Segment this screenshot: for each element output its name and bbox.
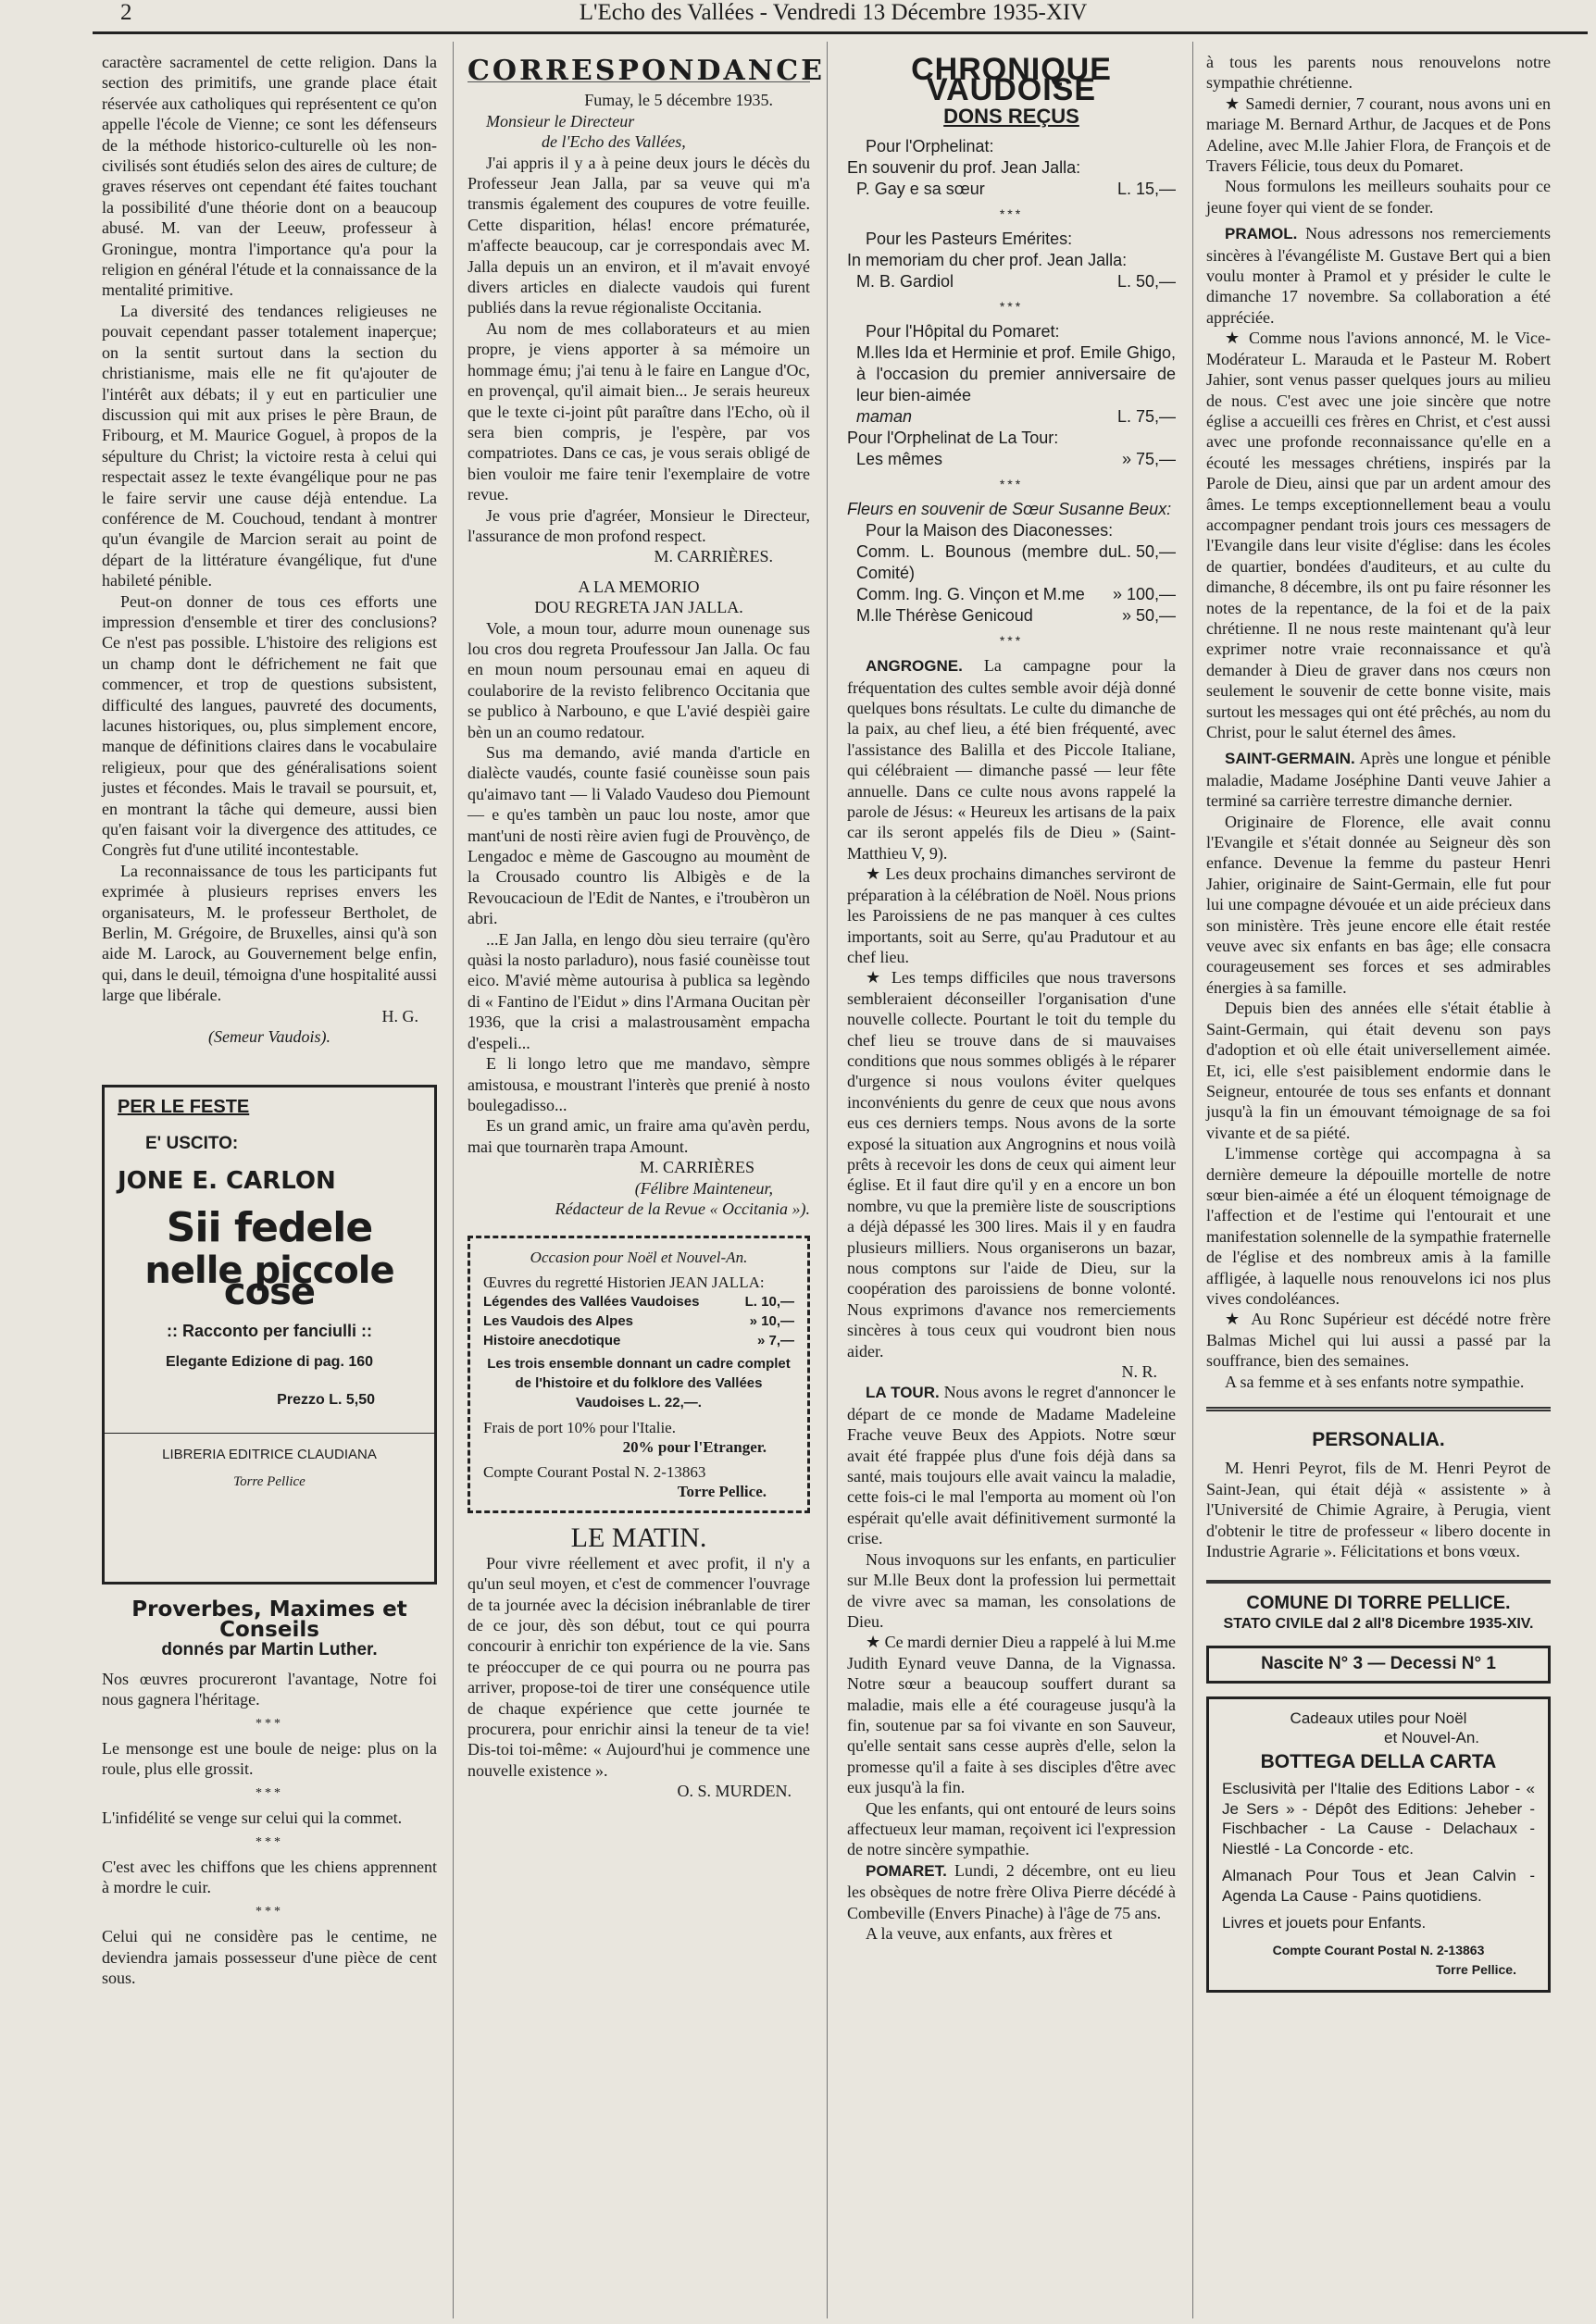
ad-edition: Elegante Edizione di pag. 160 [165, 1354, 374, 1371]
proverb: L'infidélité se venge sur celui qui la commet. [102, 1808, 403, 1828]
paragraph: E li longo letro que me mandavo, sèmpre amistousa, e moustrant l'interès que prenié à nosto boulegadisso... [468, 1054, 810, 1114]
place-heading: PRAMOL. [1225, 225, 1298, 243]
proverb: Le mensonge est une boule de neige: plus on la roule, plus elle grossit. [102, 1738, 437, 1779]
book-ad [102, 1085, 437, 1585]
paragraph: Depuis bien des années elle s'était établie à Saint-Germain, qui était devenu son pays d'adoption et où elle était universellement aimée. Et, ici, elle s'est paisiblement endormie dans le Seigneur, entourée de tous ses enfants et donnant jusqu'à la fin un émouvant témoignage de sa foi vivante et de sa piété. [1206, 999, 1551, 1142]
jalla-books-ad [468, 1236, 810, 1513]
donation: M. B. Gardiol L. 50,— [856, 272, 1176, 292]
paragraph: A sa femme et à ses enfants notre sympathie. [1225, 1372, 1525, 1391]
column-1: caractère sacramentel de cette religion. Dans la section des primitifs, une grande place était réservée aux catholiques qui représentent ce qu'on appelle l'école de Vienne; ce sont les défenseurs de la méthode historico-culturelle où les non-civilisés sont étudiés selon des aires de culture; de graves réserves ont cependant été faites touchant la possibilité d'une théorie dont on a beaucoup abusé. M. van der Leeuw, professeur à Groningue, montra l'importance qu'a pour la religion en général l'étude et la connaissance de la mentalité primitive. La diversité des tendances religieuses ne pouvait cependant passer totalement inaperçue; on la sentit surtout dans la section du christianisme, mais elle ne fit qu'ajouter de l'intérêt aux débats; il y eut en particulier une discussion qui mit aux prises le père Braun, de Fribourg, et M. Maurice Goguel, à propos de la sépulture du Christ; la victoire resta à celui qui respectait assez le texte évangélique pour ne pas le faire servir une cause déjà entendue. La conférence de M. Couchoud, tendant à montrer qu'un évangile de Marcion serait au point de départ de la littérature évangélique, fut d'une habileté pénible. Peut-on donner de tous ces efforts une impression d'ensemble et tirer des conclusions? Ce n'est pas possible. L'histoire des religions est un champ dont le défrichement ne fait que commencer, et trop de questions subsistent, difficulté des langues, pauvreté des documents, lacunes historiques, ou, plus simplement encore, manque de définitions claires dans le vocabulaire religieux, pour que des généralisations soient justes et fécondes. Mais le travail se poursuit, et, en montrant la tâche qui demeure, aussi bien qu'en faisant voir la divergence des attitudes, ce Congrès fut d'une utilité incontestable. La reconnaissance de tous les participants fut exprimée à plusieurs reprises envers les organisateurs, M. le professeur Bertholet, de Berlin, M. Grégoire, de Bruxelles, ainsi qu'à son aide M. Larock, au Gouvernement belge enfin, qui, dans le deuil, témoigna d'une hospitalité aussi large que libérale. H. G. (Semeur Vaudois). PER LE FESTE E' USCITO: JONE E. CARLON Sii fedele nelle piccole cose :: Racconto per fanciulli :: Elegante Edizione di pag. 160 Prezzo L. 5,50 LIBRERIA EDITRICE CLAUDIANA Torre Pellice Proverbes, Maximes et Conseils donnés par Martin Luther. Nos œuvres procureront l'avantage, Notre foi nous gagnera l'héritage. *** Le mensonge est une boule de neige: plus on la roule, plus elle grossit. *** L'infidélité se venge sur celui qui la commet. *** C'est avec les chiffons que les chiens apprennent à mordre le cuir. *** Celui qui ne considère pas le centime, ne deviendra jamais possesseur d'une pièce de cent sous. [102, 53, 437, 1987]
paragraph: Es un grand amic, un fraire ama qu'avèn perdu, mai que tournarèn trapa Amount. [468, 1116, 810, 1156]
proverb: C'est avec les chiffons que les chiens apprennent à mordre le cuir. [102, 1857, 437, 1897]
paragraph: ...E Jan Jalla, en lengo dòu sieu terraire (qu'èro quàsi la nosto parladuro), nous fasié counèisse tout eico. M'avié mème autourisa à publica sa legèndo di « Fantino de l'Eidut » dins l'Armana Oucitan pèr 1936, que la crisi a malastrousamènt empacha d'espeli... [468, 929, 810, 1052]
paragraph: à tous les parents nous renouvelons notre sympathie chrétienne. [1206, 53, 1551, 93]
ad-price: Prezzo L. 5,50 [277, 1391, 375, 1408]
ad-top: PER LE FESTE [118, 1096, 250, 1117]
ad-port2: 20% pour l'Etranger. [622, 1438, 767, 1457]
donation: P. Gay e sa sœur L. 15,— [856, 180, 1176, 199]
place-heading: ANGROGNE. [866, 657, 963, 676]
paragraph: Vole, a moun tour, adurre moun ounenage sus lou cros dou regreta Proufessour Jan Jalla. Oc fau en moun noum persounau emai en aqueu di coulaborire de la revisto felibrenco Occitania que se publico à Narbouno, e que L'avié despièi gaire bèn un an coumo redatour. [468, 618, 810, 741]
paragraph: caractère sacramentel de cette religion. Dans la section des primitifs, une grande place était réservée aux catholiques qui représentent ce qu'on appelle l'école de Vienne; ce sont les défenseurs de la méthode historico-culturelle où les non-civilisés sont étudiés selon des aires de culture; de graves réserves ont cependant été faites touchant la possibilité d'une théorie dont on a beaucoup abusé. M. van der Leeuw, professeur à Groningue, montra l'importance qu'a pour la religion en général l'étude et la connaissance de la mentalité primitive. [102, 53, 437, 300]
paragraph: La reconnaissance de tous les participants fut exprimée à plusieurs reprises envers les organisateurs, M. le professeur Bertholet, de Berlin, M. Grégoire, de Bruxelles, ainsi qu'à son aide M. Larock, au Gouvernement belge enfin, qui, dans le deuil, témoigna d'une hospitalité aussi large que libérale. [102, 861, 437, 1005]
ad-head: Occasion pour Noël et Nouvel-An. [530, 1249, 748, 1267]
proverb: Nos œuvres procureront l'avantage, Notre foi nous gagnera l'héritage. [102, 1669, 437, 1709]
section-subtitle: DONS REÇUS [943, 104, 1079, 128]
page-number: 2 [120, 0, 132, 25]
ad-publisher: LIBRERIA EDITRICE CLAUDIANA [162, 1447, 377, 1463]
place-heading: LA TOUR. [866, 1384, 940, 1402]
signature-role: Rédacteur de la Revue « Occitania »). [555, 1199, 810, 1218]
shop-name: BOTTEGA DELLA CARTA [1260, 1750, 1497, 1772]
paragraph: Peut-on donner de tous ces efforts une impression d'ensemble et tirer des conclusions? Ce n'est pas possible. L'histoire des religions est un champ dont le défrichement ne fait que commencer, et trop de questions subsistent, difficulté des langues, pauvreté des documents, lacunes historiques, ou, plus simplement encore, manque de définitions claires dans le vocabulaire religieux, pour que des généralisations soient justes et fécondes. Mais le travail se poursuit, et, en montrant la tâche qui demeure, aussi bien qu'en faisant voir la divergence des attitudes, ce Congrès fut d'une utilité incontestable. [102, 591, 437, 860]
column-3: CHRONIQUE VAUDOISE DONS REÇUS Pour l'Orphelinat: En souvenir du prof. Jean Jalla: P. Gay e sa sœur L. 15,— *** Pour les Pasteurs Emérites: In memoriam du cher prof. Jean Jalla: M. B. Gardiol L. 50,— *** Pour l'Hôpital du Pomaret: M.lles Ida et Herminie et prof. Emile Ghigo, à l'occasion du premier anniversaire de leur bien-aimée maman L. 75,— Pour l'Orphelinat de La Tour: Les mêmes » 75,— *** Fleurs en souvenir de Sœur Susanne Beux: Pour la Maison des Diaconesses: Comm. L. Bounous (membre du Comité) L. 50,— Comm. Ing. G. Vinçon et M.me » 100,— M.lle Thérèse Genicoud » 50,— *** ANGROGNE. La campagne pour la fréquentation des cultes semble avoir déjà donné quelques bons résultats. Le culte du dimanche de la paix, au chef lieu, a été bien fréquenté, avec l'assistance des Balilla et des Piccole Italiane, qui célébraient — dimanche passé — leur fête annuelle. Dans ce culte nous avons rappelé la parole de Jésus: « Heureux les artisans de la paix car ils seront appelés fils de Dieu » (Saint-Matthieu V, 9). ★ Les deux prochains dimanches serviront de préparation à la célébration de Noël. Nous prions les Paroissiens de ne pas manquer à ces cultes importants, soit au Serre, qu'au Pradutour et au chef lieu. ★ Les temps difficiles que nous traversons sembleraient déconseiller l'organisation d'une nouvelle collecte. Pourtant le toit du temple du chef lieu se trouve dans de si mauvaises conditions que nous sommes obligés à le réparer d'urgence si nous voulons éviter quelques inconvénients du genre de ceux que nous avons eus ces derniers temps. Nous avons de la sorte exposé la situation aux Angrognins et nous voilà prêts à recevoir les dons de ceux qui aiment leur église. Et il faut dire qu'il y en a encore un bon nombre, vu que la première liste de souscriptions a déjà dépassé les 300 lires. Mais il y en faudra plusieurs milliers. Nous organiserons un bazar, nous comptons sur l'aide de Dieu, sur la coopération des paroissiens de bonne volonté. Nous exprimons d'avance nos remerciements sincères à tous ceux qui voudront bien nous aider. N. R. LA TOUR. Nous avons le regret d'annoncer le départ de ce monde de Madame Madeleine Frache veuve Beux des Appiots. Notre sœur avait été frappée plus d'une fois déjà dans sa santé, mais toujours elle avait vaincu la maladie, cette fois-ci le mal l'emporta au moment où l'on espérait qu'elle avait définitivement surmonté la crise. Nous invoquons sur les enfants, en particulier sur M.lle Beux dont la profession lui permettait de vivre avec sa maman, les consolations de Dieu. ★ Ce mardi dernier Dieu a rappelé à lui M.me Judith Eynard veuve Danna, de la Vignassa. Notre sœur a beaucoup souffert durant sa maladie, mais elle a été courageuse jusqu'à la fin, soutenue par sa foi vivante en son Sauveur, qu'elle sentait sans cesse auprès d'elle, selon la promesse qu'il a faite à ses disciples d'être avec eux jusqu'à la fin. Que les enfants, qui ont entouré de leurs soins affectueux leur maman, reçoivent ici l'expression de notre sincère sympathie. POMARET. Lundi, 2 décembre, ont eu lieu les obsèques de notre frère Oliva Pierre décédé à Combeville (Envers Pinache) à l'âge de 75 ans. A la veuve, aux enfants, aux frères et [847, 52, 1177, 1943]
ad-city: Torre Pellice. [677, 1483, 767, 1501]
masthead-line: L'Echo des Vallées - Vendredi 13 Décembre 1935-XIV [579, 0, 1088, 25]
paragraph: M. Henri Peyrot, fils de M. Henri Peyrot de Saint-Jean, qui était déjà « assistente » à l'Université de Chimie Agraire, à Perugia, vient d'obtenir le titre de professeur « libero docente in Industrie Agrarie ». Félicitations et bons vœux. [1206, 1459, 1551, 1561]
bottega-ad: Cadeaux utiles pour Noël et Nouvel-An. BOTTEGA DELLA CARTA Esclusività per l'Italie des Editions Labor - « Je Sers » - Dépôt des Editions: Jeheber - Fischbacher - La Cause - Delachaux - Niestlé - La Concorde - etc. Almanach Pour Tous et Jean Calvin - Agenda La Cause - Pains quotidiens. Livres et jouets pour Enfants. Compte Courant Postal N. 2-13863 Torre Pellice. [1206, 1696, 1551, 1993]
letter-date: Fumay, le 5 décembre 1935. [584, 91, 773, 110]
proverb: Celui qui ne considère pas le centime, ne deviendra jamais possesseur d'une pièce de cent sous. [102, 1927, 437, 1987]
ad-subtitle: :: Racconto per fanciulli :: [166, 1321, 372, 1340]
comune-title: COMUNE DI TORRE PELLICE. [1246, 1593, 1511, 1614]
signature: N. R. [1121, 1362, 1157, 1382]
signature-role: (Félibre Mainteneur, [634, 1178, 773, 1198]
ad-item: Légendes des Vallées Vaudoises L. 10,— [483, 1294, 794, 1311]
paragraph: Sus ma demando, avié manda d'article en dialècte vaudés, counte fasié counèisse soun pais qu'aimavo tant — li Valado Vaudeso dou Piemount — e qu'es tambèn un pauc lou noste, amor que mant'uni de nosti rèire avien fugi de Prouvènço, de Lengadoc e mème de Gascougno au moumènt de la Crousado countro lis Albigès e de la Revoucacioun de l'Edit de Nantes, e i'troubèron un abri. [468, 743, 810, 928]
donation: Les mêmes » 75,— [856, 450, 1176, 469]
memo-title: A LA MEMORIO [578, 577, 700, 596]
ad-city: Torre Pellice [233, 1473, 305, 1489]
ad-title-2: nelle piccole cose [144, 1249, 394, 1313]
paragraph: Au nom de mes collaborateurs et au mien propre, je viens apporter à sa mémoire un hommage ému; j'ai tenu à le faire en Langue d'Oc, en provençal, qu'il aimait bien... Je serais heureux que le texte ci-joint pût paraître dans l'Echo, où il sera bien compris, je l'espère, par vos compatriotes. Dans ce cas, je vous serais obligé de bien vouloir me faire tenir l'exemplaire de votre revue. [468, 318, 810, 504]
paragraph: ★ Samedi dernier, 7 courant, nous avons uni en mariage M. Bernard Arthur, de Jacques et de Pons Adeline, avec M.lle Jahier Flora, de François et de Travers Félicie, tous deux du Pomaret. [1206, 93, 1551, 176]
column-divider [1192, 42, 1193, 2318]
paragraph: J'ai appris il y a à peine deux jours le décès du Professeur Jean Jalla, par sa veuve qui m'a transmis également des coupures de votre feuille. Cette disparition, hélas! encore prématurée, m'affecte beaucoup, car je correspondais avec M. Jalla depuis un an environ, et il m'avait envoyé divers articles en dialecte vaudois qui furent publiés dans la revue régionaliste Occitania. [468, 153, 810, 317]
paragraph: Que les enfants, qui ont entouré de leurs soins affectueux leur maman, reçoivent ici l'expression de notre sincère sympathie. [847, 1798, 1176, 1859]
paragraph: Nous invoquons sur les enfants, en particulier sur M.lle Beux dont la profession lui permettait de vivre avec sa maman, les consolations de Dieu. [847, 1549, 1176, 1631]
column-divider [827, 42, 828, 2318]
header-rule [93, 31, 1588, 34]
letter-to: de l'Echo des Vallées, [542, 132, 686, 152]
signature: H. G. [381, 1006, 418, 1025]
paragraph: A la veuve, aux enfants, aux frères et [866, 1924, 1113, 1943]
paragraph: Je vous prie d'agréer, Monsieur le Directeur, l'assurance de mon profond respect. [468, 505, 810, 545]
ad-item: Les Vaudois des Alpes » 10,— [483, 1313, 794, 1330]
ad-item: Histoire anecdotique » 7,— [483, 1333, 794, 1349]
paragraph: Originaire de Florence, elle avait connu l'Evangile et s'était donnée au Seigneur dès son enfance. Devenue la femme du pasteur Henri Jahier, originaire de Saint-Germain, elle fut pour lui une compagne dévouée et un aide précieux dans son ministère. Très jeune encore elle était restée veuve avec six enfants en bas âge; elle consacra courageusement ses forces et ses admirables énergies à sa famille. [1206, 812, 1551, 997]
paragraph: Nous formulons les meilleurs souhaits pour ce jeune foyer qui vient de se fonder. [1206, 177, 1551, 217]
letter-to: Monsieur le Directeur [486, 111, 635, 130]
paragraph: Pour vivre réellement et avec profit, il n'y a qu'un seul moyen, et c'est de commencer l'ouvrage de ta journée avec la décision inébranlable de tirer de ce jour, dès son début, tout ce qui pourra concourir à enrichir ton expérience de la vie. Sans te préoccuper de ce qui pourra ou ne pourra pas arriver, propose-toi de tirer une conséquence utile de chaque expérience que cette journée te procurera, pour enrichir ainsi la teneur de ta vie! Dis-toi toi-même: « Aujourd'hui je commence une nouvelle existence ». [468, 1553, 810, 1780]
donation: Comm. L. Bounous (membre du Comité) L. 50,— [856, 542, 1176, 583]
donations: Pour l'Orphelinat: En souvenir du prof. Jean Jalla: P. Gay e sa sœur L. 15,— *** Pour les Pasteurs Emérites: In memoriam du cher prof. Jean Jalla: M. B. Gardiol L. 50,— *** Pour l'Hôpital du Pomaret: M.lles Ida et Herminie et prof. Emile Ghigo, à l'occasion du premier anniversaire de leur bien-aimée maman L. 75,— Pour l'Orphelinat de La Tour: Les mêmes » 75,— *** Fleurs en souvenir de Sœur Susanne Beux: Pour la Maison des Diaconesses: Comm. L. Bounous (membre du Comité) L. 50,— Comm. Ing. G. Vinçon et M.me » 100,— M.lle Thérèse Genicoud » 50,— *** [847, 137, 1176, 649]
signature: O. S. MURDEN. [677, 1782, 792, 1801]
ad-author: JONE E. CARLON [118, 1167, 336, 1196]
ad-intro: Œuvres du regretté Historien JEAN JALLA: [483, 1274, 765, 1292]
stato-civile-box: Nascite N° 3 — Decessi N° 1 [1206, 1646, 1551, 1683]
ad-port: Frais de port 10% pour l'Italie. [483, 1419, 676, 1437]
column-4: à tous les parents nous renouvelons notre sympathie chrétienne. ★ Samedi dernier, 7 courant, nous avons uni en mariage M. Bernard Arthur, de Jacques et de Pons Adeline, avec M.lle Jahier Flora, de François et de Travers Félicie, tous deux du Pomaret. Nous formulons les meilleurs souhaits pour ce jeune foyer qui vient de se fonder. PRAMOL. Nous adressons nos remerciements sincères à l'évangéliste M. Gustave Bert qui a bien voulu monter à Pramol et y présider le culte le dimanche 17 novembre. Sa collaboration a été appréciée. ★ Comme nous l'avions annoncé, M. le Vice-Modérateur L. Marauda et le Pasteur M. Robert Jahier, sont venus passer quelques jours au milieu de nous. C'est avec une joie sincère que notre église a accueilli ces frères en Christ, et c'est aussi avec une profonde reconnaissance qu'elle en a écouté les messages chrétiens, inspirés par la Parole de Dieu, ainsi que par un ardent amour des âmes. Le temps exceptionnellement beau a voulu accompagner pendant trois jours ces messagers de l'Evangile dans leur visite d'église: dans les écoles de quartier, bondées d'auditeurs, et au culte du dimanche, 8 décembre, ils ont pu faire résonner les notes de la repentance, de la foi et de la paix chrétienne. Il ne nous reste maintenant qu'à leur exprimer notre vraie reconnaissance et qu'à demander à Dieu de graver dans nos cœurs non seulement le souvenir de cette bonne visite, mais surtout les messages qui ont été prêchés, au nom du Christ, pour le salut éternel des âmes. SAINT-GERMAIN. Après une longue et pénible maladie, Madame Joséphine Danti veuve Jahier a terminé sa carrière terrestre dimanche dernier. Originaire de Florence, elle avait connu l'Evangile et s'était donnée au Seigneur dès son enfance. Devenue la femme du pasteur Henri Jahier, originaire de Saint-Germain, elle fut pour lui une compagne dévouée et un aide précieux dans son ministère. Très jeune encore elle était restée veuve avec six enfants en bas âge; elle consacra courageusement ses forces et ses admirables énergies à sa famille. Depuis bien des années elle s'était établie à Saint-Germain, qui était devenu son pays d'adoption et où elle était universellement aimée. Et, ici, elle s'est paisiblement endormie dans le Seigneur, entourée de tous ses enfants et donnant jusqu'à la fin un émouvant témoignage de sa foi vivante et de sa piété. L'immense cortège qui accompagna à sa dernière demeure la dépouille mortelle de notre sœur bien-aimée a été un éloquent témoignage de l'affection et de l'estime qui l'entourait et une manifestation solennelle de la sympathie fraternelle de l'église et des nombreux amis à la famille affligée, à laquelle nous renouvelons ici nos plus vives condoléances. ★ Au Ronc Supérieur est décédé notre frère Balmas Michel qui lui aussi a passé par la souffrance, bien des semaines. A sa femme et à ses enfants notre sympathie. PERSONALIA. M. Henri Peyrot, fils de M. Henri Peyrot de Saint-Jean, qui était déjà « assistente » à l'Université de Chimie Agraire, à Perugia, vient d'obtenir le titre de professeur « libero docente in Industrie Agrarie ». Félicitations et bons vœux. COMUNE DI TORRE PELLICE. STATO CIVILE dal 2 all'8 Dicembre 1935-XIV. Nascite N° 3 — Decessi N° 1 Cadeaux utiles pour Noël et Nouvel-An. BOTTEGA DELLA CARTA Esclusività per l'Italie des Editions Labor - « Je Sers » - Dépôt des Editions: Jeheber - Fischbacher - La Cause - Delachaux - Niestlé - La Concorde - etc. Almanach Pour Tous et Jean Calvin - Agenda La Cause - Pains quotidiens. Livres et jouets pour Enfants. Compte Courant Postal N. 2-13863 Torre Pellice. [1206, 52, 1551, 2007]
section-title: PERSONALIA. [1312, 1429, 1445, 1450]
column-divider [453, 42, 454, 2318]
proverbs-title: Proverbes, Maximes et Conseils [131, 1597, 407, 1642]
proverbs-subtitle: donnés par Martin Luther. [161, 1640, 378, 1660]
ad-bundle: Les trois ensemble donnant un cadre complet de l'histoire et du folklore des Vallées Vaudoises L. 22,—. [487, 1356, 791, 1411]
paragraph: ★ Les deux prochains dimanches serviront de préparation à la célébration de Noël. Nous prions les Paroissiens de ne pas manquer à ces cultes importants, soit au Serre, qu'au Pradutour et au chef lieu. [847, 864, 1176, 966]
paragraph: ★ Les temps difficiles que nous traversons sembleraient déconseiller l'organisation d'une nouvelle collecte. Pourtant le toit du temple du chef lieu se trouve dans de si mauvaises conditions que nous sommes obligés à le réparer d'urgence si nous voulons éviter quelques inconvénients du genre de ceux que nous avons eus ces derniers temps. Nous avons de la sorte exposé la situation aux Angrognins et nous voilà prêts à recevoir les dons de ceux qui aiment leur église. Et il faut dire qu'il y en a encore un bon nombre, vu que la première liste de souscriptions a déjà dépassé les 300 lires. Mais il y en faudra plusieurs milliers. Nous organiserons un bazar, nous comptons sur l'aide de Dieu, sur la coopération des paroissiens de bonne volonté. Nous exprimons d'avance nos remerciements sincères à tous ceux qui voudront bien nous aider. [847, 968, 1176, 1361]
place-heading: SAINT-GERMAIN. [1225, 750, 1355, 768]
ad-title-1: Sii fedele [166, 1203, 373, 1251]
signature: M. CARRIÈRES. [654, 547, 773, 566]
donation: maman L. 75,— [856, 407, 1176, 427]
paragraph: ★ Au Ronc Supérieur est décédé notre frère Balmas Michel qui lui aussi a passé par la souffrance, bien des semaines. [1206, 1310, 1551, 1371]
donation: Comm. Ing. G. Vinçon et M.me » 100,— [856, 585, 1176, 604]
place-heading: POMARET. [866, 1861, 947, 1880]
donation: M.lle Thérèse Genicoud » 50,— [856, 606, 1176, 626]
paragraph: La diversité des tendances religieuses ne pouvait cependant passer totalement inaperçue; on la sentit surtout dans la section du christianisme, mais elle ne fit qu'ajouter de l'intérêt aux débats; il y eut en particulier une discussion qui mit aux prises le père Braun, de Fribourg, et M. Maurice Goguel, à propos de la sépulture du Christ; la victoire resta à celui qui respectait assez le texte évangélique pour ne pas le faire servir une cause déjà entendue. La conférence de M. Couchoud, tendant à montrer qu'un évangile de Marcion serait au point de départ de la littérature évangélique, fut d'une habileté pénible. [102, 301, 437, 590]
source: (Semeur Vaudois). [208, 1027, 330, 1047]
ad-uscito: E' USCITO: [145, 1133, 239, 1153]
section-title: LE MATIN. [570, 1522, 707, 1554]
signature: M. CARRIÈRES [639, 1158, 754, 1177]
page-header [93, 0, 1574, 28]
section-title: CHRONIQUE VAUDOISE [911, 52, 1112, 108]
column-2 [468, 52, 825, 1802]
ad-ccp: Compte Courant Postal N. 2-13863 [483, 1463, 706, 1482]
memo-title: DOU REGRETA JAN JALLA. [534, 598, 743, 617]
paragraph: ★ Ce mardi dernier Dieu a rappelé à lui M.me Judith Eynard veuve Danna, de la Vignassa. Notre sœur a beaucoup souffert durant sa maladie, mais elle a été courageuse jusqu'à la fin, soutenue par sa foi vivante en son Sauveur, qu'elle sentait sans cesse auprès d'elle, selon la promesse qu'il a faite à ses disciples d'être avec eux jusqu'à la fin. [847, 1633, 1177, 1797]
paragraph: L'immense cortège qui accompagna à sa dernière demeure la dépouille mortelle de notre sœur bien-aimée a été un éloquent témoignage de l'affection et de l'estime qui l'entourait et une manifestation solennelle de la sympathie fraternelle de l'église et des nombreux amis à la famille affligée, à laquelle nous renouvelons ici nos plus vives condoléances. [1206, 1144, 1551, 1308]
section-title: CORRESPONDANCE [468, 55, 825, 87]
paragraph: ★ Comme nous l'avions annoncé, M. le Vice-Modérateur L. Marauda et le Pasteur M. Robert Jahier, sont venus passer quelques jours au milieu de nous. C'est avec une joie sincère que notre église a accueilli ces frères en Christ, et c'est aussi avec une profonde reconnaissance qu'elle en a écouté les messages chrétiens, inspirés par la Parole de Dieu, ainsi que par un ardent amour des âmes. Le temps exceptionnellement beau a voulu accompagner pendant trois jours ces messagers de l'Evangile dans leur visite d'église: dans les écoles de quartier, bondées d'auditeurs, et au culte du dimanche, 8 décembre, ils ont pu faire résonner les notes de la repentance, de la foi et de la paix chrétienne. Il ne nous reste maintenant qu'à leur exprimer notre vraie reconnaissance et qu'à demander à Dieu de graver dans nos cœurs non seulement le souvenir de cette bonne visite, mais surtout les messages qui ont été prêchés, au nom du Christ, pour le salut éternel des âmes. [1206, 329, 1551, 741]
comune-subtitle: STATO CIVILE dal 2 all'8 Dicembre 1935-XIV. [1223, 1615, 1534, 1632]
